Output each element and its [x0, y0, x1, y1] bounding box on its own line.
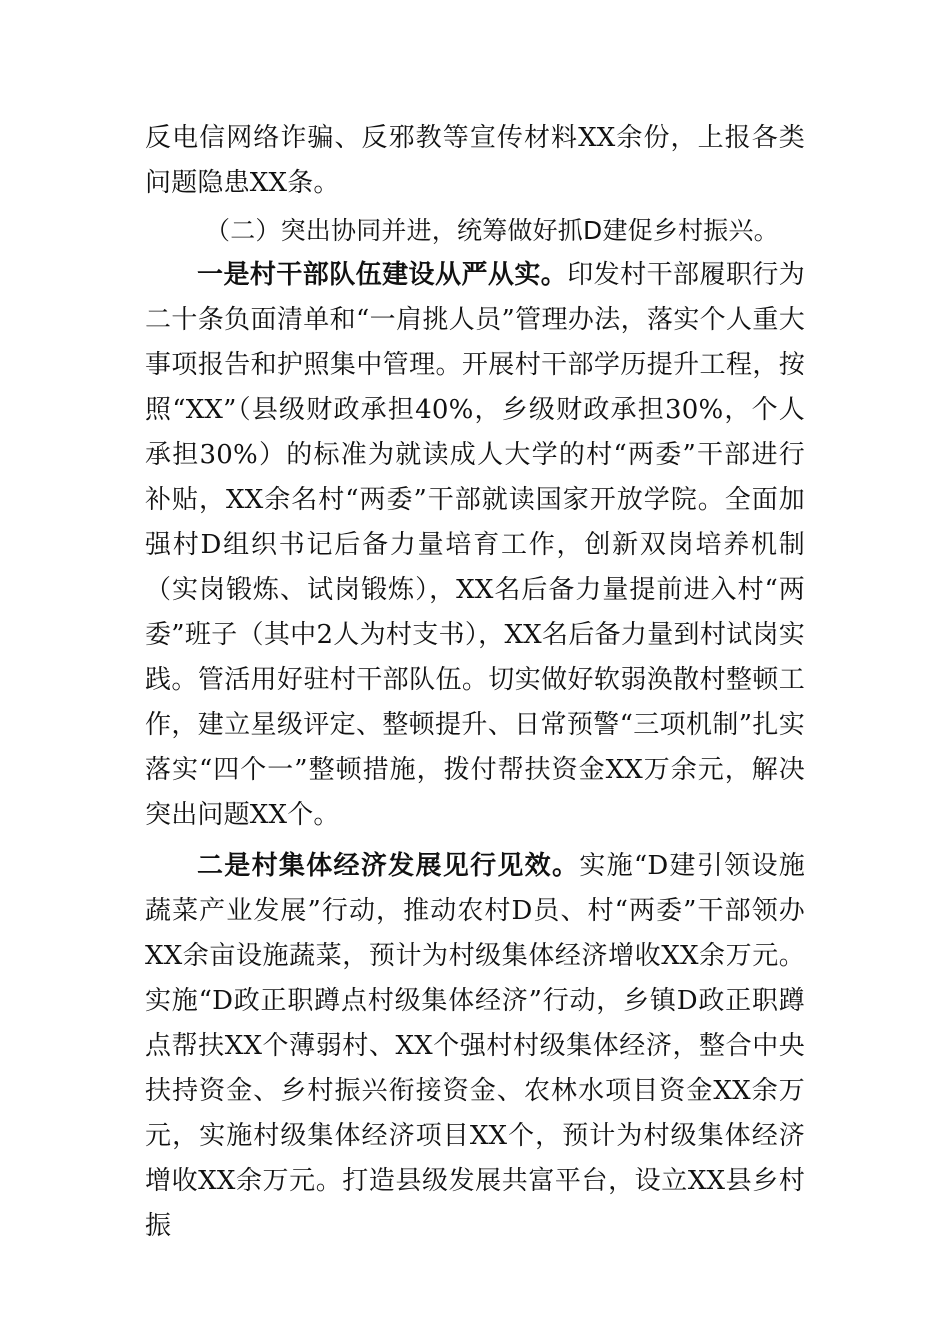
- document-body: [145, 116, 805, 1249]
- paragraph-cadre-team: [145, 253, 805, 838]
- paragraph-text: 实施“D建引领设施蔬菜产业发展”行动，推动农村D员、村“两委”干部领办XX余亩设施蔬菜，预计为村级集体经济增收XX余万元。实施“D政正职蹲点村级集体经济”行动，乡镇D政正职蹲点帮扶XX个薄弱村、XX个强村村级集体经济，整合中央扶持资金、乡村振兴衔接资金、农林水项目资金XX余万元，实施村级集体经济项目XX个，预计为村级集体经济增收XX余万元。打造县级发展共富平台，设立XX县乡村振: [145, 851, 805, 1241]
- paragraph-collective-economy: [145, 844, 805, 1249]
- paragraph-text: 反电信网络诈骗、反邪教等宣传材料XX余份，上报各类问题隐患XX条。: [145, 123, 805, 198]
- paragraph-continuation: [145, 116, 805, 206]
- section-heading: [145, 208, 805, 253]
- paragraph-text: 印发村干部履职行为二十条负面清单和“一肩挑人员”管理办法，落实个人重大事项报告和护照集中管理。开展村干部学历提升工程，按照“XX”（县级财政承担40%，乡级财政承担30%，个人承担30%）的标准为就读成人大学的村“两委”干部进行补贴，XX余名村“两委”干部就读国家开放学院。全面加强村D组织书记后备力量培育工作，创新双岗培养机制（实岗锻炼、试岗锻炼），XX名后备力量提前进入村“两委”班子（其中2人为村支书），XX名后备力量到村试岗实践。管活用好驻村干部队伍。切实做好软弱涣散村整顿工作，建立星级评定、整顿提升、日常预警“三项机制”扎实落实“四个一”整顿措施，拨付帮扶资金XX万余元，解决突出问题XX个。: [145, 260, 805, 830]
- paragraph-lead-bold: 一是村干部队伍建设从严从实。: [197, 260, 568, 290]
- paragraph-lead-bold: 二是村集体经济发展见行见效。: [197, 851, 580, 881]
- section-heading-text: （二）突出协同并进，统筹做好抓D建促乡村振兴。: [205, 216, 779, 245]
